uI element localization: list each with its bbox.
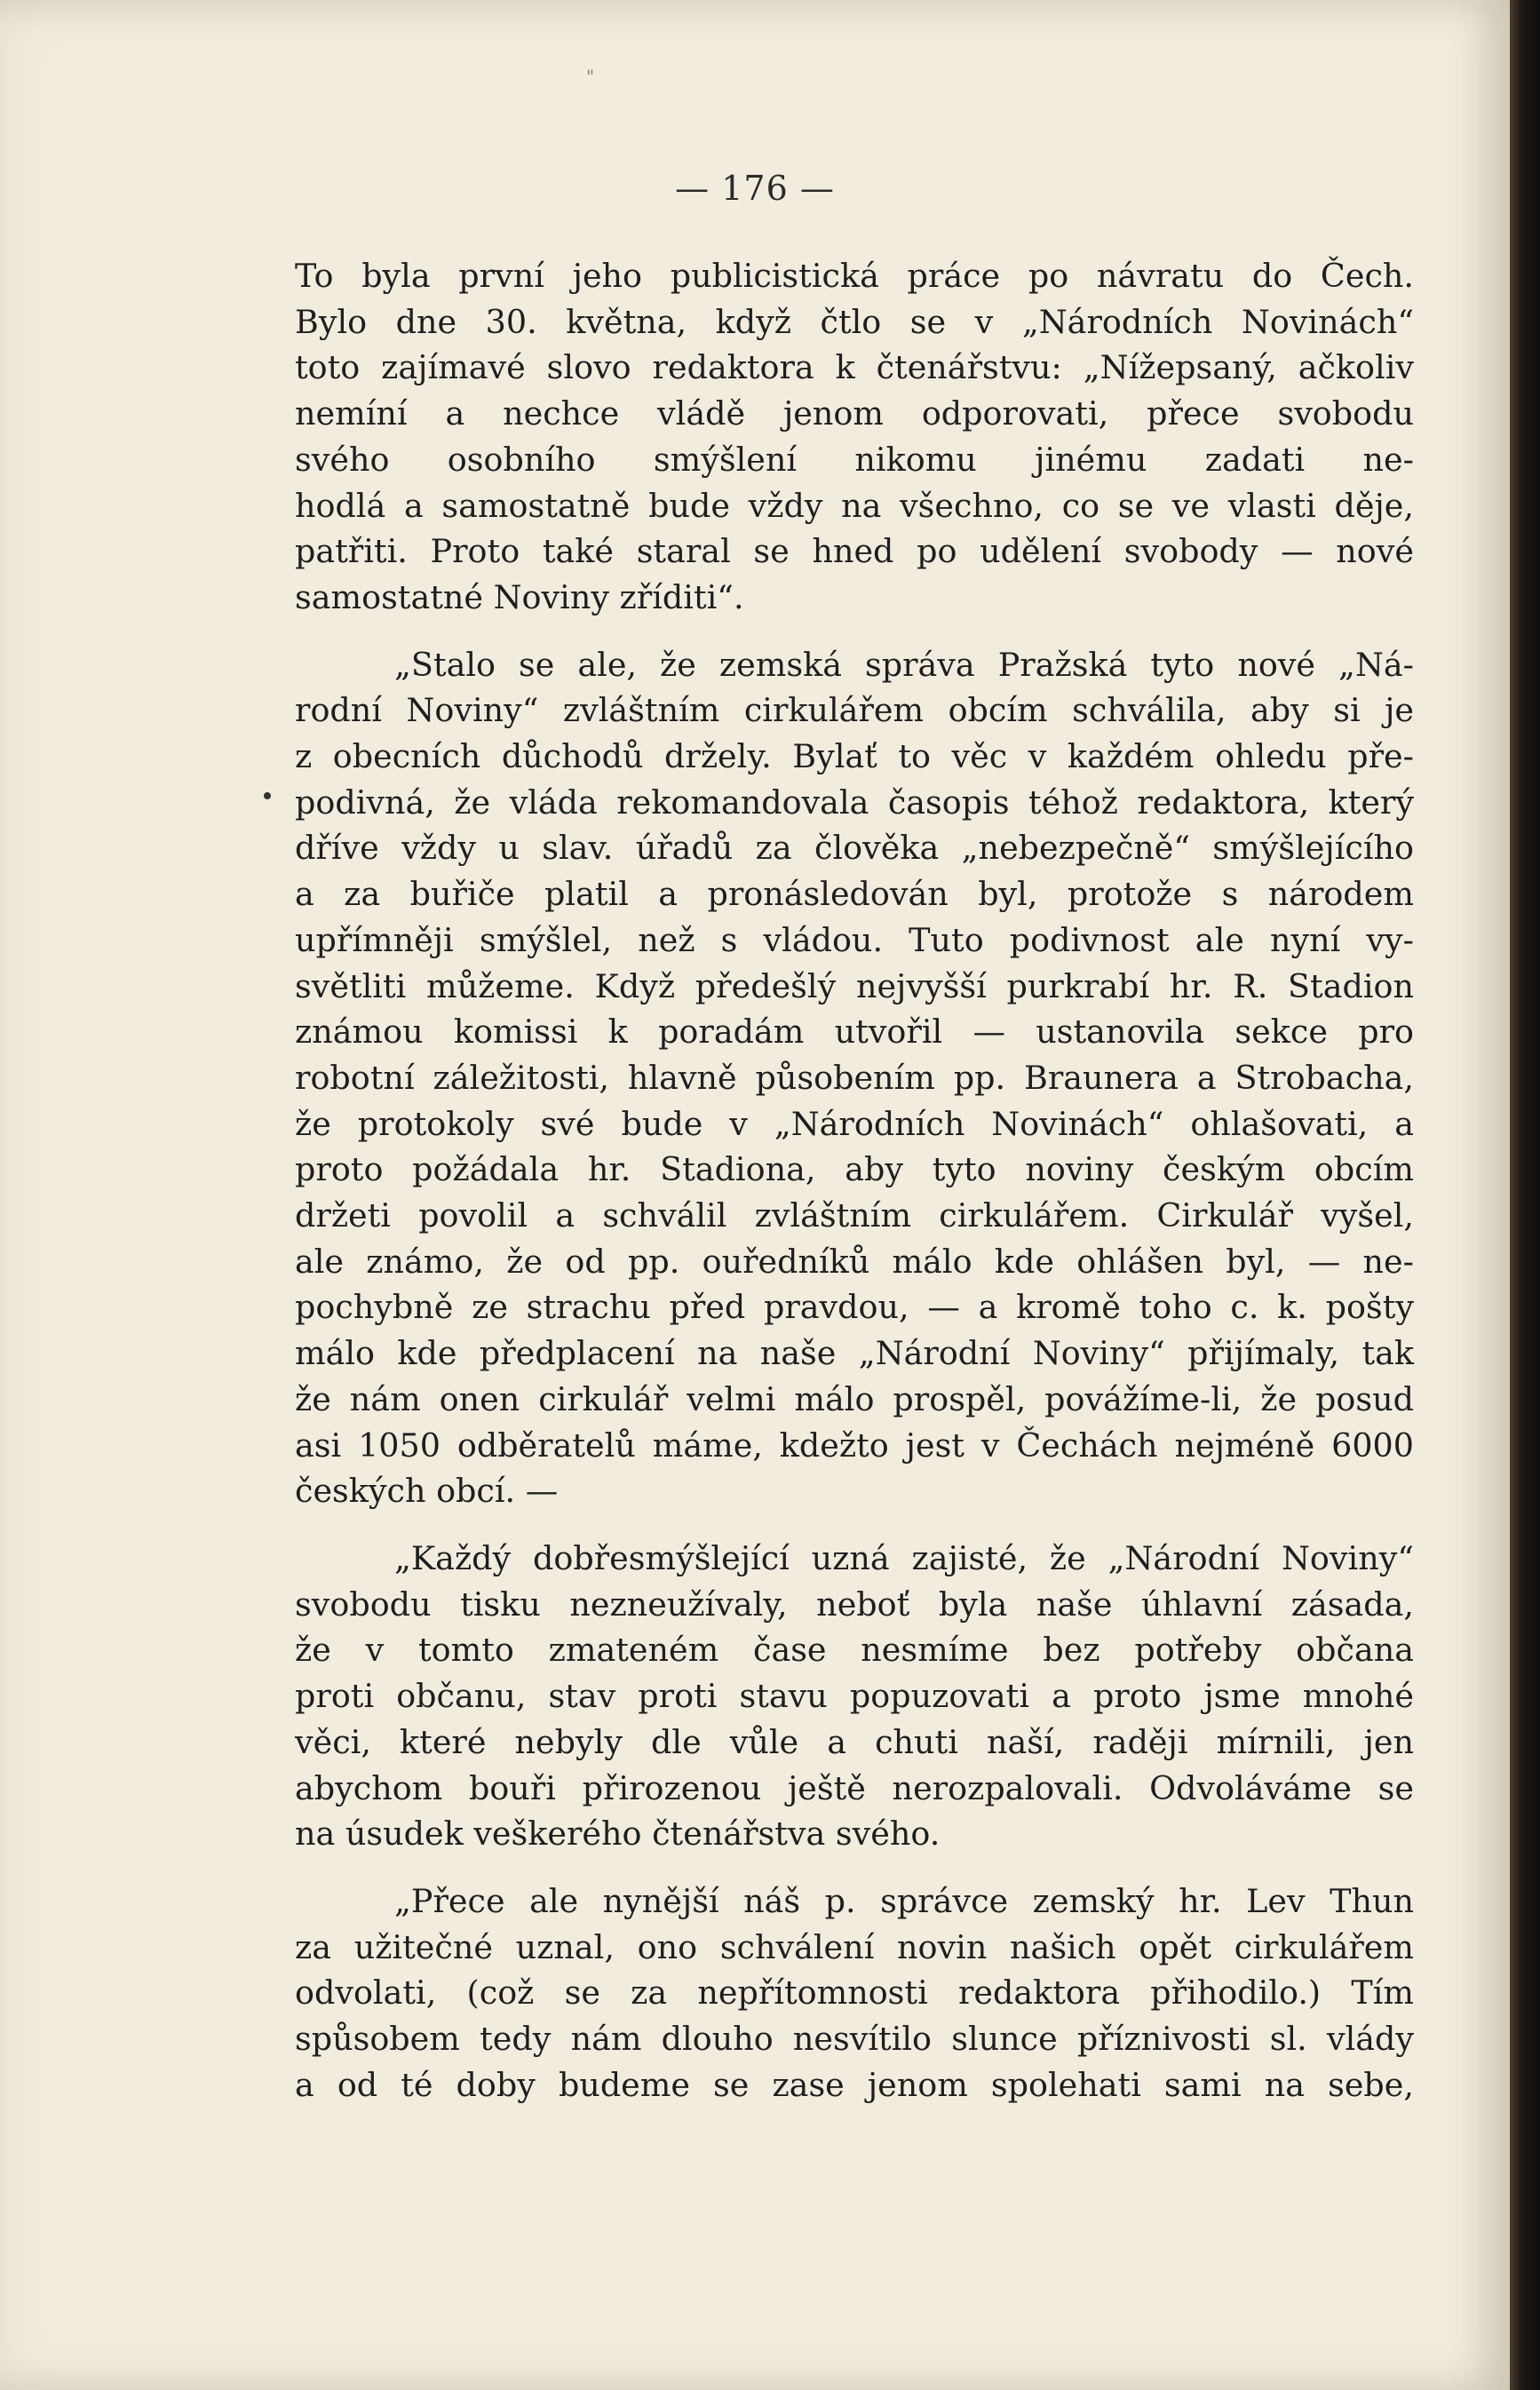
top-mark: " <box>586 66 595 87</box>
text-line: na úsudek veškerého čtenářstva svého. <box>295 1814 941 1854</box>
text-line: známou komissi k poradám utvořil — ustanovila sekce pro <box>295 1012 1414 1052</box>
text-line: odvolati, (což se za nepřítomnosti redaktora přihodilo.) Tím <box>295 1973 1414 2013</box>
text-line: světliti můžeme. Když předešlý nejvyšší purkrabí hr. R. Stadion <box>295 966 1414 1005</box>
text-line: dříve vždy u slav. úřadů za člověka „nebezpečně“ smýšlejícího <box>295 829 1414 868</box>
paragraph-1 <box>295 253 1414 621</box>
paragraph-4 <box>295 1878 1414 2108</box>
text-line: nemíní a nechce vládě jenom odporovati, přece svobodu <box>295 394 1414 433</box>
text-line: pochybně ze strachu před pravdou, — a kromě toho c. k. pošty <box>295 1288 1414 1327</box>
text-line: českých obcí. — <box>295 1472 559 1511</box>
text-line: patřiti. Proto také staral se hned po udělení svobody — nové <box>295 532 1414 571</box>
text-line: proto požádala hr. Stadiona, aby tyto noviny českým obcím <box>295 1150 1414 1189</box>
text-line: že protokoly své bude v „Národních Novinách“ ohlašovati, a <box>295 1104 1414 1143</box>
text-line: podivná, že vláda rekomandovala časopis téhož redaktora, který <box>295 782 1414 822</box>
text-line: robotní záležitosti, hlavně působením pp. Braunera a Strobacha, <box>295 1058 1414 1097</box>
text-line: hodlá a samostatně bude vždy na všechno, co se ve vlasti děje, <box>295 486 1414 525</box>
text-line: držeti povolil a schválil zvláštním cirkulářem. Cirkulář vyšel, <box>295 1196 1414 1235</box>
text-line: To byla první jeho publicistická práce po návratu do Čech. <box>295 257 1414 295</box>
body-text <box>295 253 1414 2129</box>
book-spine-edge <box>1510 0 1540 2390</box>
text-line: „Stalo se ale, že zemská správa Pražská tyto nové „Ná- <box>394 645 1414 684</box>
margin-dot <box>264 792 271 799</box>
text-line: a od té doby budeme se zase jenom spolehati sami na sebe, <box>295 2065 1414 2104</box>
text-line: že nám onen cirkulář velmi málo prospěl, povážíme-li, že posud <box>295 1379 1414 1418</box>
text-line: upřímněji smýšlel, než s vládou. Tuto podivnost ale nyní vy- <box>295 920 1414 959</box>
paragraph-3 <box>295 1536 1414 1857</box>
text-line: věci, které nebyly dle vůle a chuti naší, raději mírnili, jen <box>295 1722 1414 1761</box>
text-line: Bylo dne 30. května, když čtlo se v „Národních Novinách“ <box>295 302 1414 341</box>
text-line: „Přece ale nynější náš p. správce zemský hr. Lev Thun <box>394 1881 1414 1920</box>
text-line: ale známo, že od pp. ouředníků málo kde ohlášen byl, — ne- <box>295 1242 1414 1281</box>
text-line: toto zajímavé slovo redaktora k čtenářstvu: „Nížepsaný, ačkoliv <box>295 348 1414 387</box>
text-line: málo kde předplacení na naše „Národní Noviny“ přijímaly, tak <box>295 1334 1414 1373</box>
text-line: svého osobního smýšlení nikomu jinému zadati ne- <box>295 440 1414 479</box>
text-line: samostatné Noviny zříditi“. <box>295 577 744 616</box>
text-line: že v tomto zmateném čase nesmíme bez potřeby občana <box>295 1631 1414 1670</box>
text-line: asi 1050 odběratelů máme, kdežto jest v Čechách nejméně 6000 <box>295 1425 1414 1465</box>
text-line: z obecních důchodů držely. Bylať to věc v každém ohledu pře- <box>295 737 1414 776</box>
text-line: abychom bouři přirozenou ještě nerozpalovali. Odvoláváme se <box>295 1768 1414 1807</box>
text-line: rodní Noviny“ zvláštním cirkulářem obcím schválila, aby si je <box>295 691 1414 730</box>
text-line: a za buřiče platil a pronásledován byl, protože s národem <box>295 875 1414 914</box>
text-line: spůsobem tedy nám dlouho nesvítilo slunce příznivosti sl. vlády <box>295 2020 1414 2059</box>
text-line: svobodu tisku nezneužívaly, neboť byla naše úhlavní zásada, <box>295 1584 1414 1624</box>
text-line: za užitečné uznal, ono schválení novin našich opět cirkulářem <box>295 1927 1414 1966</box>
page-number: — 176 — <box>675 169 835 208</box>
paragraph-2 <box>295 642 1414 1514</box>
text-line: proti občanu, stav proti stavu popuzovati a proto jsme mnohé <box>295 1677 1414 1716</box>
text-line: „Každý dobřesmýšlející uzná zajisté, že „Národní Noviny“ <box>394 1538 1414 1577</box>
